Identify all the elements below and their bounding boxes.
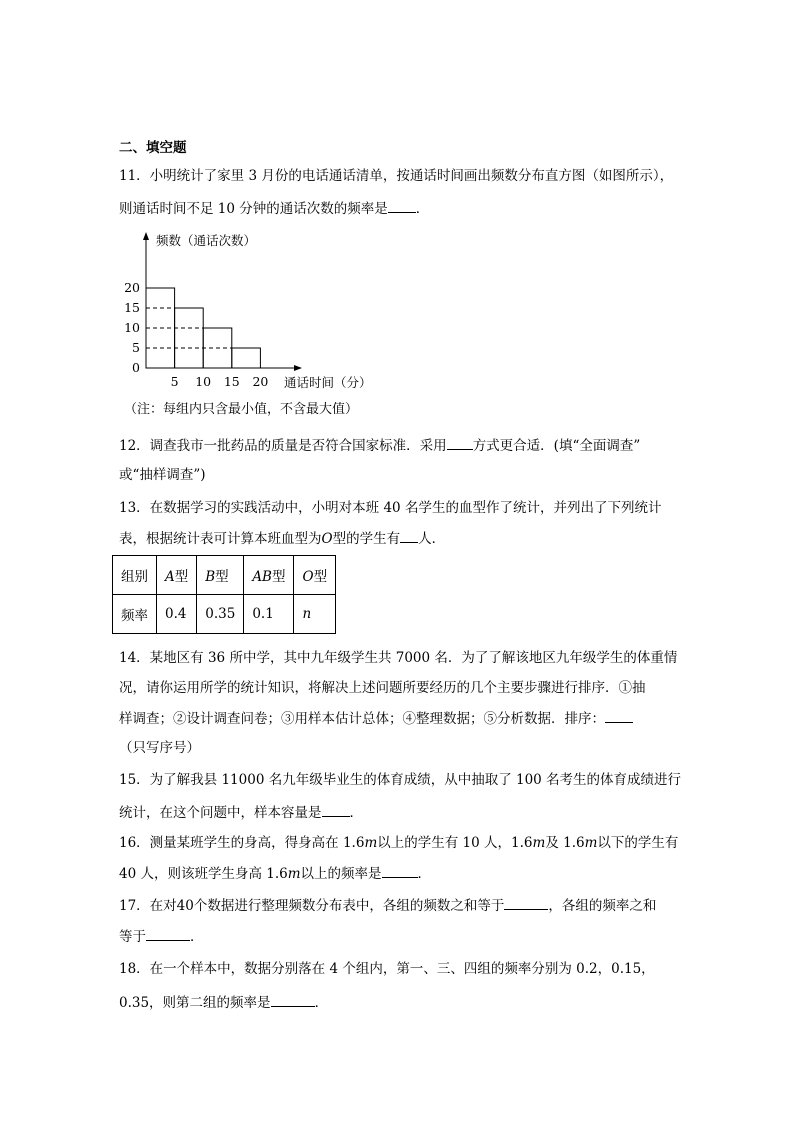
q12-answer-blank[interactable]	[447, 435, 473, 450]
q17-answer-blank-2[interactable]	[146, 926, 190, 941]
q18-answer-blank[interactable]	[271, 992, 315, 1007]
y-axis-label: 频数（通话次数）	[156, 233, 257, 248]
type-suffix: 型	[271, 569, 286, 585]
table-cell: 0.4	[157, 595, 197, 634]
q11-period: ．	[415, 201, 430, 217]
q16-line1	[119, 833, 678, 853]
section-title: 二、填空题	[119, 140, 187, 156]
x-tick-label: 10	[195, 374, 212, 389]
q13-line1: 13．在数据学习的实践活动中，小明对本班 40 名学生的血型作了统计，并列出了下列统计	[119, 500, 662, 516]
q14-line2: 况，请你运用所学的统计知识，将解决上述问题所要经历的几个主要步骤进行排序．①抽	[119, 680, 646, 696]
q14-line1: 14．某地区有 36 所中学，其中九年级学生共 7000 名．为了了解该地区九年级学生的体重情	[119, 650, 678, 666]
q18-line2	[119, 992, 328, 1013]
type-letter: B	[205, 569, 216, 585]
unit-m: m	[532, 835, 546, 851]
q15-text: 统计，在这个问题中，样本容量是	[119, 805, 322, 821]
type-letter: AB	[252, 569, 272, 585]
histogram-chart	[112, 228, 412, 398]
q17-answer-blank-1[interactable]	[504, 895, 548, 910]
type-suffix: 型	[174, 569, 189, 585]
q16-answer-blank[interactable]	[382, 863, 418, 878]
q15-answer-blank[interactable]	[322, 802, 350, 817]
unit-m: m	[364, 835, 378, 851]
table-cell: n	[294, 595, 336, 634]
histogram-bar	[232, 348, 261, 368]
q16-text: 以下的学生有	[597, 835, 679, 851]
q16-text: 以上的学生有 10 人，1.6	[377, 835, 533, 851]
q12-text-after: 方式更合适．(填“全面调查”	[472, 438, 641, 454]
table-cell: 0.1	[244, 595, 294, 634]
x-axis-label: 通话时间（分）	[284, 375, 372, 390]
x-tick-label: 5	[170, 374, 179, 389]
q17-text-after: ，各组的频率之和	[548, 898, 657, 914]
q17-line2	[119, 926, 204, 947]
y-tick-label: 10	[124, 320, 140, 335]
q16-text: 16．测量某班学生的身高，得身高在 1.6	[119, 835, 365, 851]
y-tick-label: 0	[132, 360, 140, 375]
table-row	[113, 595, 336, 634]
blood-type-table	[112, 555, 336, 634]
q13-answer-blank[interactable]	[400, 528, 418, 543]
q13-o-letter: O	[321, 531, 333, 547]
q17-line1	[119, 895, 656, 916]
q15-period: ．	[349, 805, 363, 821]
q14-line4: （只写序号）	[119, 740, 200, 756]
q16-line2	[119, 863, 431, 884]
table-header-row	[113, 556, 336, 595]
q14-text: 样调查；②设计调查问卷；③用样本估计总体；④整理数据；⑤分析数据．排序：	[119, 711, 605, 727]
q17-text: 等于	[119, 929, 146, 945]
type-letter: A	[165, 569, 175, 585]
q18-period: ．	[314, 995, 329, 1011]
q13-text-mid: 型的学生有	[332, 531, 401, 547]
table-cell: 0.35	[197, 595, 244, 634]
type-suffix: 型	[313, 569, 328, 585]
y-axis-arrow	[143, 232, 149, 240]
y-tick-label: 15	[124, 300, 140, 315]
q15-line1: 15．为了解我县 11000 名九年级毕业生的体育成绩，从中抽取了 100 名考生的体育成绩进行	[119, 772, 682, 788]
x-tick-label: 15	[223, 374, 240, 389]
q13-text-after: 人．	[418, 531, 446, 547]
q14-line3	[119, 708, 633, 729]
table-header-group: 组别	[113, 556, 157, 595]
table-header-a	[157, 556, 197, 595]
q12-text: 12．调查我市一批药品的质量是否符合国家标准．采用	[119, 438, 447, 454]
chart-note: （注：每组内只含最小值，不含最大值）	[124, 402, 359, 417]
unit-m: m	[584, 835, 598, 851]
q18-text: 0.35，则第二组的频率是	[119, 995, 271, 1011]
q16-text: 及 1.6	[545, 835, 585, 851]
q15-line2	[119, 802, 363, 823]
q14-answer-blank[interactable]	[605, 708, 633, 723]
table-row-label: 频率	[113, 595, 157, 634]
q11-answer-blank[interactable]	[388, 198, 416, 213]
q16-text: 40 人，则该班学生身高 1.6	[119, 866, 288, 882]
histogram-bar	[175, 308, 204, 368]
q16-period: ．	[417, 866, 432, 882]
q11-line2	[119, 198, 429, 219]
q17-text: 17．在对40个数据进行整理频数分布表中，各组的频数之和等于	[119, 898, 505, 914]
table-header-ab	[244, 556, 294, 595]
table-header-o	[294, 556, 336, 595]
q11-text: 则通话时间不足 10 分钟的通话次数的频率是	[119, 201, 388, 217]
y-tick-label: 5	[132, 340, 140, 355]
type-letter: O	[302, 569, 314, 585]
y-tick-label: 20	[124, 280, 140, 295]
q12-line2: 或“抽样调查”)	[119, 467, 206, 483]
q13-line2	[119, 528, 445, 549]
q11-line1: 11．小明统计了家里 3 月份的电话通话清单，按通话时间画出频数分布直方图（如图所示），	[119, 168, 674, 184]
table-header-b	[197, 556, 244, 595]
unit-m: m	[287, 866, 301, 882]
q17-period: ．	[190, 929, 204, 945]
q18-line1: 18．在一个样本中，数据分别落在 4 个组内，第一、三、四组的频率分别为 0.2，0.15，	[119, 961, 655, 977]
q12-line1	[119, 435, 640, 456]
type-suffix: 型	[215, 569, 229, 585]
x-tick-label: 20	[252, 374, 269, 389]
q16-text: 以上的频率是	[300, 866, 382, 882]
x-axis-arrow	[294, 365, 302, 371]
q13-text: 表，根据统计表可计算本班血型为	[119, 531, 322, 547]
